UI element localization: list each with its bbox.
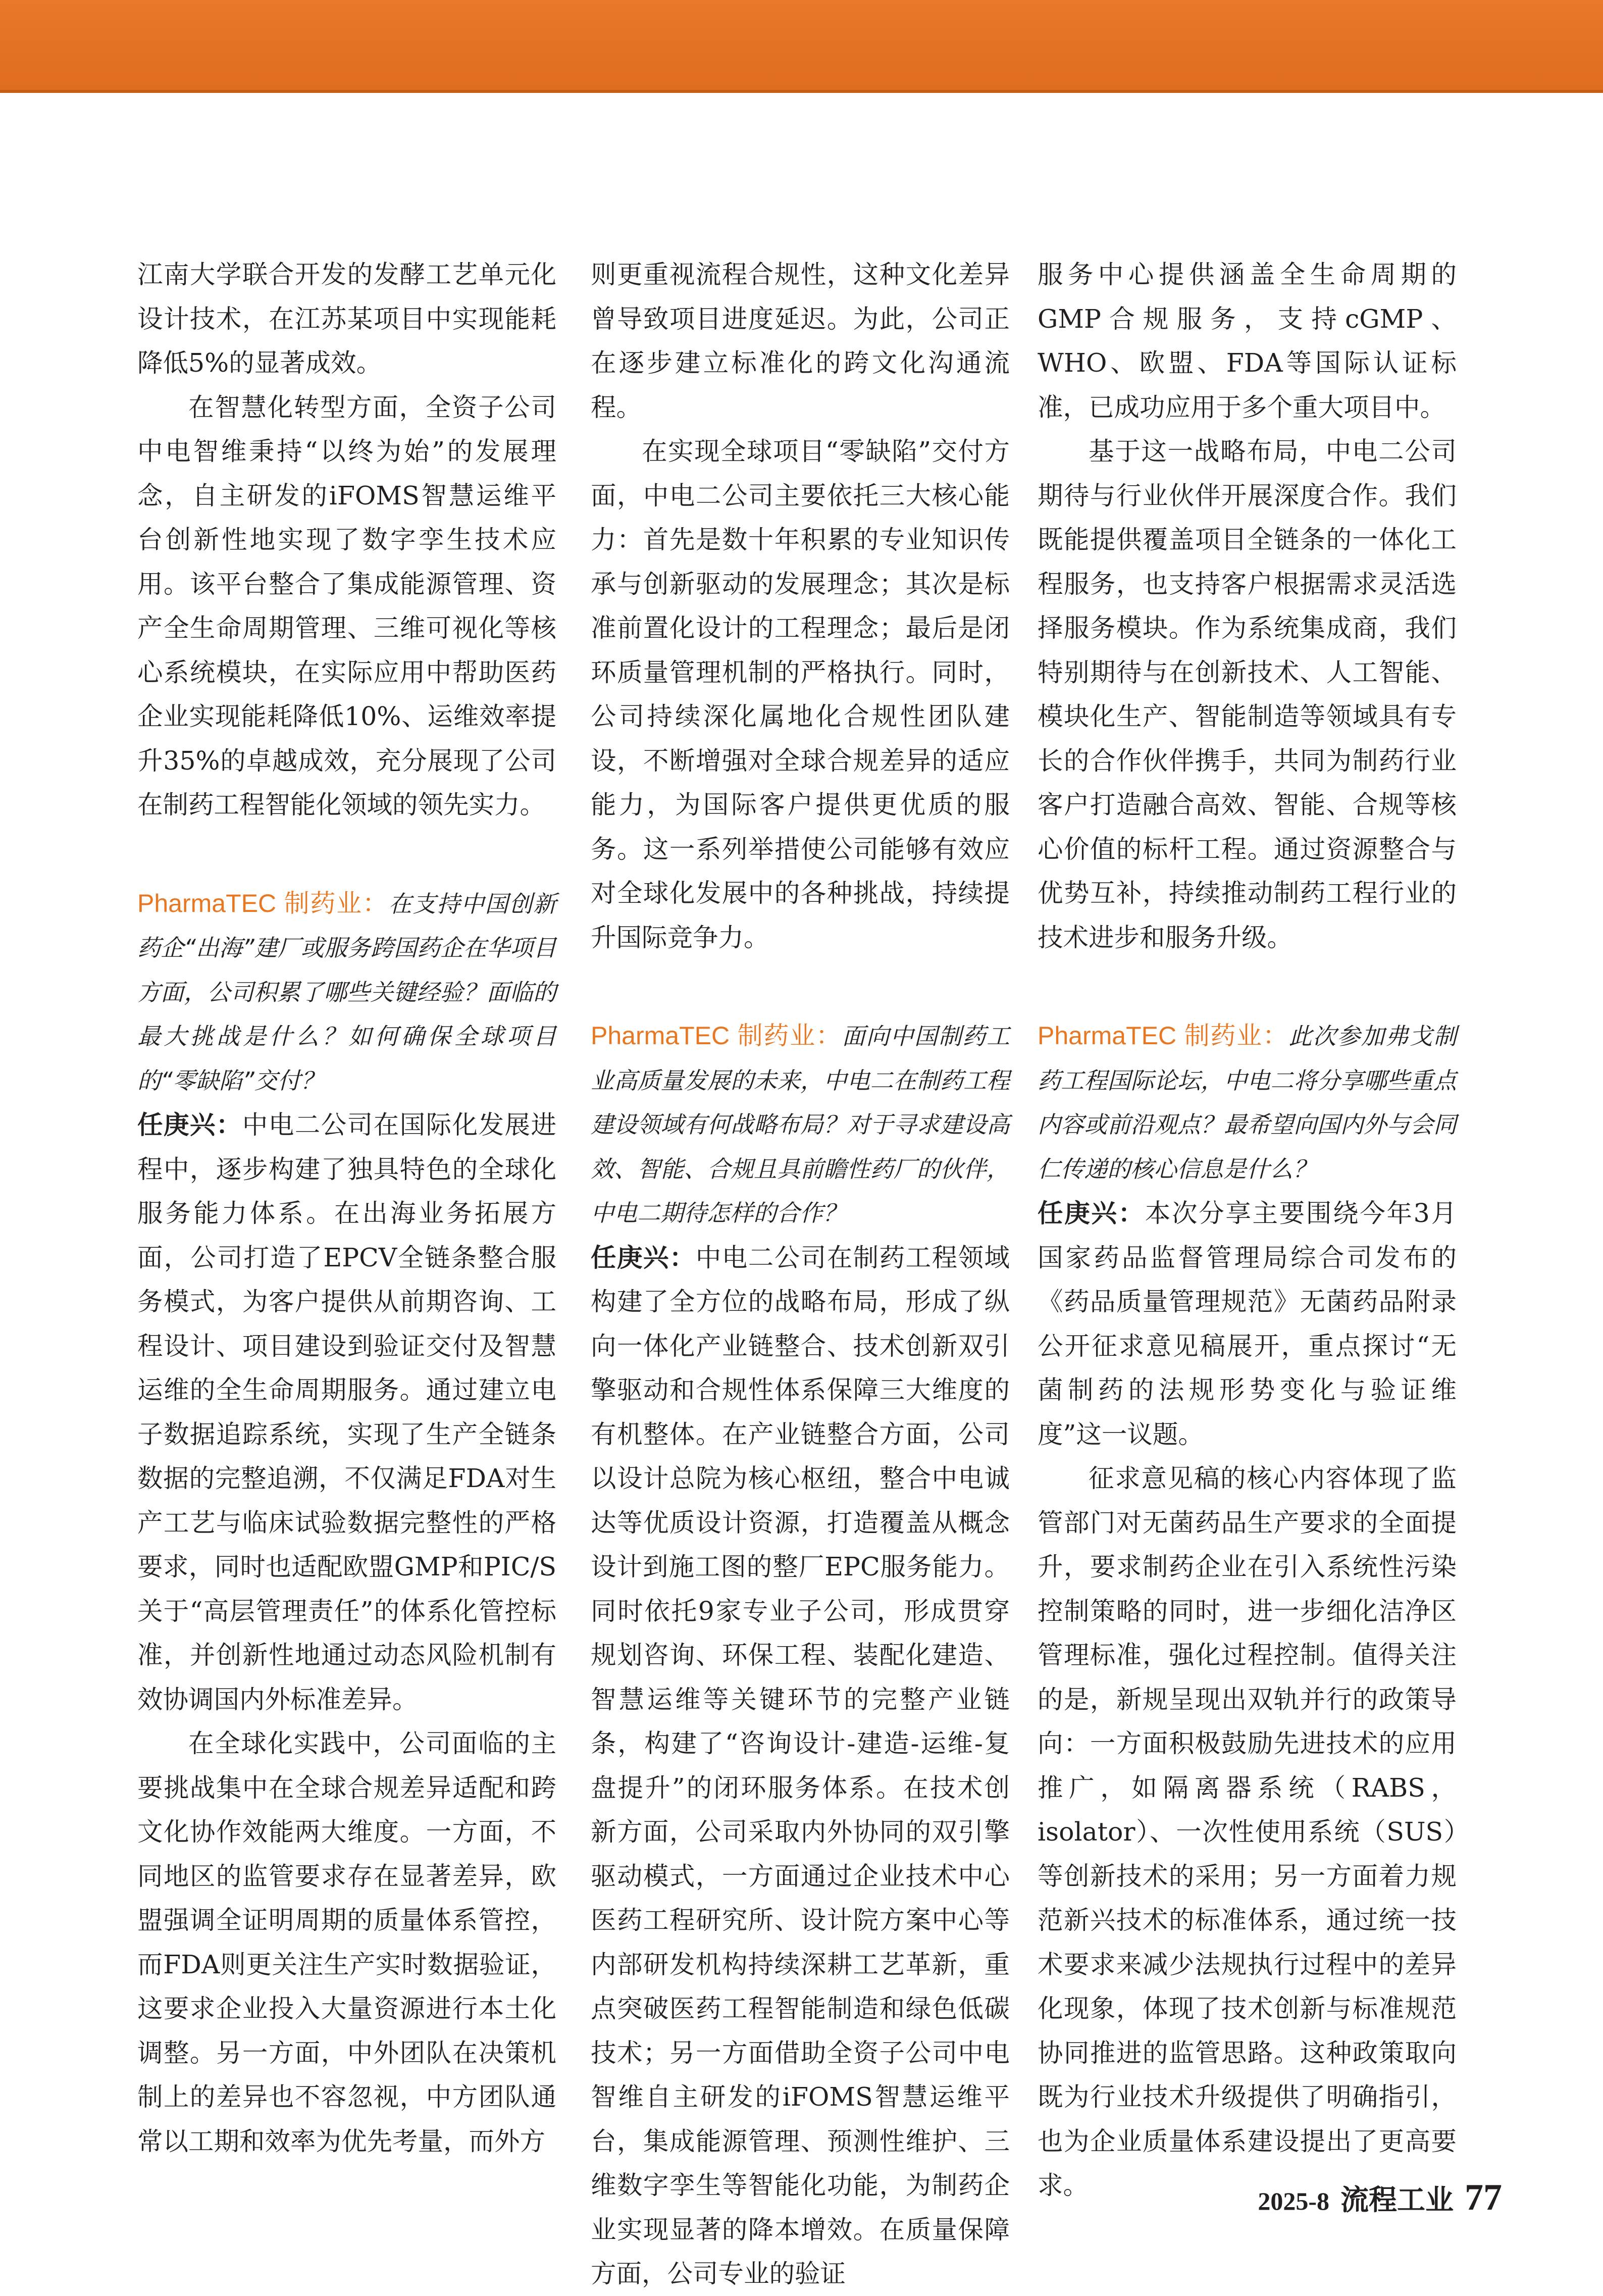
page-footer	[1258, 2176, 1502, 2222]
article-column-2	[591, 252, 1010, 2296]
magazine-name: 流程工业	[1340, 2183, 1454, 2217]
header-color-bar	[0, 0, 1603, 93]
answer-text: 中电二公司在国际化发展进程中，逐步构建了独具特色的全球化服务能力体系。在出海业务拓展方面，公司打造了EPCV全链条整合服务模式，为客户提供从前期咨询、工程设计、项目建设到验证交付及智慧运维的全生命周期服务。通过建立电子数据追踪系统，实现了生产全链条数据的完整追溯，不仅满足FDA对生产工艺与临床试验数据完整性的严格要求，同时也适配欧盟GMP和PIC/S关于“高层管理责任”的体系化管控标准，并创新性地通过动态风险机制有效协调国内外标准差异。	[137, 1110, 557, 1714]
question-brand-label: PharmaTEC 制药业：	[591, 1022, 842, 1050]
speaker-name: 任庚兴：	[1038, 1198, 1145, 1228]
paragraph: 则更重视流程合规性，这种文化差异曾导致项目进度延迟。为此，公司正在逐步建立标准化的跨文化沟通流程。	[591, 260, 1010, 422]
paragraph: 服务中心提供涵盖全生命周期的GMP合规服务，支持cGMP、WHO、欧盟、FDA等国际认证标准，已成功应用于多个重大项目中。	[1038, 260, 1457, 422]
paragraph: 江南大学联合开发的发酵工艺单元化设计技术，在江苏某项目中实现能耗降低5%的显著成效。	[137, 260, 556, 378]
interview-question	[591, 1014, 1010, 1236]
answer-text: 中电二公司在制药工程领域构建了全方位的战略布局，形成了纵向一体化产业链整合、技术创新双引擎驱动和合规性体系保障三大维度的有机整体。在产业链整合方面，公司以设计总院为核心枢纽，整合中电诚达等优质设计资源，打造覆盖从概念设计到施工图的整厂EPC服务能力。同时依托9家专业子公司，形成贯穿规划咨询、环保工程、装配化建造、智慧运维等关键环节的完整产业链条，构建了“咨询设计-建造-运维-复盘提升”的闭环服务体系。在技术创新方面，公司采取内外协同的双引擎驱动模式，一方面通过企业技术中心医药工程研究所、设计院方案中心等内部研发机构持续深耕工艺革新，重点突破医药工程智能制造和绿色低碳技术；另一方面借助全资子公司中电智维自主研发的iFOMS智慧运维平台，集成能源管理、预测性维护、三维数字孪生等智能化功能，为制药企业实现显著的降本增效。在质量保障方面，公司专业的验证	[591, 1242, 1010, 2288]
question-text: 面向中国制药工业高质量发展的未来，中电二在制药工程建设领域有何战略布局？对于寻求建设高效、智能、合规且具前瞻性药厂的伙伴，中电二期待怎样的合作？	[591, 1023, 1010, 1227]
paragraph: 在智慧化转型方面，全资子公司中电智维秉持“以终为始”的发展理念，自主研发的iFOMS智慧运维平台创新性地实现了数字孪生技术应用。该平台整合了集成能源管理、资产全生命周期管理、三维可视化等核心系统模块，在实际应用中帮助医药企业实现能耗降低10%、运维效率提升35%的卓越成效，充分展现了公司在制药工程智能化领域的领先实力。	[137, 392, 556, 820]
interview-answer	[591, 1236, 1010, 2296]
paragraph: 在全球化实践中，公司面临的主要挑战集中在全球合规差异适配和跨文化协作效能两大维度。一方面，不同地区的监管要求存在显著差异，欧盟强调全证明周期的质量体系管控，而FDA则更关注生产实时数据验证，这要求企业投入大量资源进行本土化调整。另一方面，中外团队在决策机制上的差异也不容忽视，中方团队通常以工期和效率为优先考量，而外方	[137, 1728, 556, 2156]
question-brand-label: PharmaTEC 制药业：	[1038, 1022, 1289, 1050]
interview-question	[137, 882, 556, 1103]
paragraph: 在实现全球项目“零缺陷”交付方面，中电二公司主要依托三大核心能力：首先是数十年积累的专业知识传承与创新驱动的发展理念；其次是标准前置化设计的工程理念；最后是闭环质量管理机制的严格执行。同时，公司持续深化属地化合规性团队建设，不断增强对全球合规差异的适应能力，为国际客户提供更优质的服务。这一系列举措使公司能够有效应对全球化发展中的各种挑战，持续提升国际竞争力。	[591, 436, 1010, 952]
question-text: 在支持中国创新药企“出海”建厂或服务跨国药企在华项目方面，公司积累了哪些关键经验？面临的最大挑战是什么？如何确保全球项目的“零缺陷”交付？	[137, 890, 557, 1094]
article-column-1	[137, 252, 556, 2163]
speaker-name: 任庚兴：	[137, 1110, 242, 1140]
question-brand-label: PharmaTEC 制药业：	[137, 889, 389, 917]
page-number: 77	[1465, 2177, 1502, 2218]
article-column-3	[1038, 252, 1457, 2208]
speaker-name: 任庚兴：	[591, 1242, 696, 1272]
answer-text: 本次分享主要围绕今年3月国家药品监督管理局综合司发布的《药品质量管理规范》无菌药品附录公开征求意见稿展开，重点探讨“无菌制药的法规形势变化与验证维度”这一议题。	[1038, 1198, 1457, 1449]
question-text: 此次参加弗戈制药工程国际论坛，中电二将分享哪些重点内容或前沿观点？最希望向国内外与会同仁传递的核心信息是什么？	[1038, 1023, 1457, 1183]
interview-answer	[1038, 1191, 1457, 1456]
interview-answer	[137, 1103, 556, 1721]
paragraph: 征求意见稿的核心内容体现了监管部门对无菌药品生产要求的全面提升，要求制药企业在引入系统性污染控制策略的同时，进一步细化洁净区管理标准，强化过程控制。值得关注的是，新规呈现出双轨并行的政策导向：一方面积极鼓励先进技术的应用推广，如隔离器系统（RABS，isolator）、一次性使用系统（SUS）等创新技术的采用；另一方面着力规范新兴技术的标准体系，通过统一技术要求来减少法规执行过程中的差异化现象，体现了技术创新与标准规范协同推进的监管思路。这种政策取向既为行业技术升级提供了明确指引，也为企业质量体系建设提出了更高要求。	[1038, 1463, 1457, 2200]
issue-date: 2025-8	[1258, 2187, 1329, 2215]
interview-question	[1038, 1014, 1457, 1191]
paragraph: 基于这一战略布局，中电二公司期待与行业伙伴开展深度合作。我们既能提供覆盖项目全链条的一体化工程服务，也支持客户根据需求灵活选择服务模块。作为系统集成商，我们特别期待与在创新技术、人工智能、模块化生产、智能制造等领域具有专长的合作伙伴携手，共同为制药行业客户打造融合高效、智能、合规等核心价值的标杆工程。通过资源整合与优势互补，持续推动制药工程行业的技术进步和服务升级。	[1038, 436, 1457, 952]
